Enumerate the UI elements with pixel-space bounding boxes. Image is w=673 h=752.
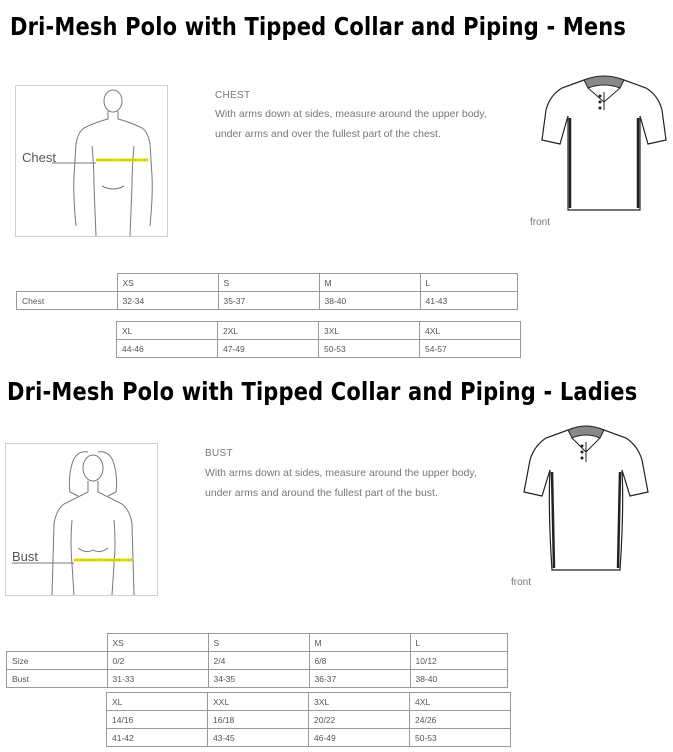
- mens-measure-heading: CHEST: [215, 90, 251, 101]
- table-cell: 43-45: [208, 729, 309, 747]
- mens-view-label: front: [530, 217, 551, 228]
- table-cell: 50-53: [410, 729, 511, 747]
- mens-size-table-1: [16, 273, 518, 310]
- table-cell: 10/12: [410, 652, 507, 670]
- table-cell: 14/16: [107, 711, 208, 729]
- ladies-size-table-2: [106, 692, 511, 747]
- table-row: [117, 340, 521, 358]
- table-cell: 47-49: [218, 340, 319, 358]
- size-header: 3XL: [309, 693, 410, 711]
- mens-size-table-2: [116, 321, 521, 358]
- ladies-figure-label: Bust: [12, 549, 39, 564]
- table-row: [107, 711, 511, 729]
- size-header: L: [410, 634, 507, 652]
- table-cell: 50-53: [319, 340, 420, 358]
- size-header: XS: [117, 274, 218, 292]
- row-label: Bust: [7, 670, 108, 688]
- female-silhouette-icon: [6, 444, 157, 595]
- mens-title: Dri-Mesh Polo with Tipped Collar and Piping - Mens: [10, 12, 627, 41]
- table-cell: 20/22: [309, 711, 410, 729]
- size-header: M: [319, 274, 420, 292]
- size-header: XS: [107, 634, 208, 652]
- table-cell: 35-37: [218, 292, 319, 310]
- table-row: [107, 729, 511, 747]
- mens-figure-label: Chest: [22, 150, 56, 165]
- table-cell: 6/8: [309, 652, 410, 670]
- table-cell: 46-49: [309, 729, 410, 747]
- size-header: 4XL: [410, 693, 511, 711]
- table-cell: 34-35: [208, 670, 309, 688]
- ladies-view-label: front: [511, 577, 532, 588]
- table-cell: 31-33: [107, 670, 208, 688]
- table-cell: 38-40: [410, 670, 507, 688]
- ladies-measure-heading: BUST: [205, 448, 233, 459]
- table-cell: 54-57: [420, 340, 521, 358]
- size-header: 4XL: [420, 322, 521, 340]
- size-header: 2XL: [218, 322, 319, 340]
- ladies-size-table-1: [6, 633, 508, 688]
- table-row: [7, 670, 508, 688]
- table-cell: 0/2: [107, 652, 208, 670]
- size-header: M: [309, 634, 410, 652]
- row-label: Size: [7, 652, 108, 670]
- table-cell: 38-40: [319, 292, 420, 310]
- table-row: [7, 652, 508, 670]
- table-cell: 41-43: [420, 292, 517, 310]
- ladies-measure-text: With arms down at sides, measure around the upper body, under arms and around the fullest part of the bust.: [205, 467, 477, 499]
- table-cell: 44-46: [117, 340, 218, 358]
- table-cell: 32-34: [117, 292, 218, 310]
- ladies-body-figure: [5, 443, 158, 596]
- size-header: 3XL: [319, 322, 420, 340]
- row-label: Chest: [17, 292, 118, 310]
- mens-measure-text: With arms down at sides, measure around the upper body, under arms and over the fullest part of the chest.: [215, 108, 487, 140]
- size-header: XL: [107, 693, 208, 711]
- table-cell: 41-42: [107, 729, 208, 747]
- size-header: S: [218, 274, 319, 292]
- size-header: XXL: [208, 693, 309, 711]
- ladies-polo-front-icon: [520, 420, 652, 575]
- size-header: XL: [117, 322, 218, 340]
- table-cell: 36-37: [309, 670, 410, 688]
- table-cell: 16/18: [208, 711, 309, 729]
- table-cell: 2/4: [208, 652, 309, 670]
- ladies-title: Dri-Mesh Polo with Tipped Collar and Piping - Ladies: [7, 377, 638, 406]
- table-row: [17, 292, 518, 310]
- size-header: L: [420, 274, 517, 292]
- size-header: S: [208, 634, 309, 652]
- mens-polo-front-icon: [540, 70, 668, 215]
- table-cell: 24/26: [410, 711, 511, 729]
